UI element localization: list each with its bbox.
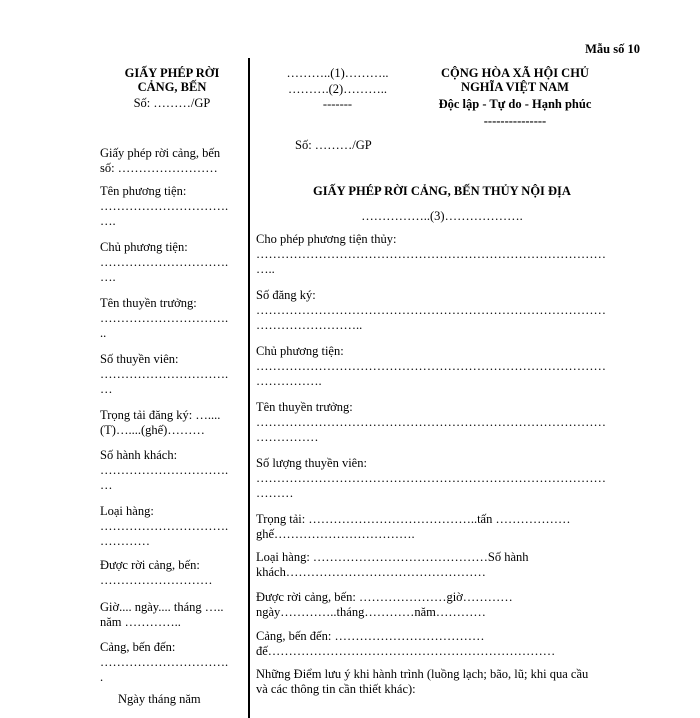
national-motto: Độc lập - Tự do - Hạnh phúc — [438, 97, 592, 111]
left-field: Giấy phép rời cảng, bến số: …………………… — [100, 146, 221, 175]
right-field: Loại hàng: ……………………………………Số hành khách………………………………………… — [256, 550, 529, 579]
left-field: Số thuyền viên: …………………………. … — [100, 352, 229, 396]
right-field: Số lượng thuyền viên: ………………………………………………………………………… ……… — [256, 456, 606, 500]
right-field: Tên thuyền trưởng: ………………………………………………………………………… …………… — [256, 400, 606, 444]
right-permit-number: Số: ………/GP — [295, 138, 372, 152]
left-field: Tên phương tiện: …………………………. …. — [100, 184, 229, 228]
left-field: Trọng tải đăng ký: ….... (T)…....(ghế)……… — [100, 408, 221, 437]
left-field: Số hành khách: …………………………. … — [100, 448, 229, 492]
left-field: Cảng, bến đến: …………………………. . — [100, 640, 229, 684]
main-subtitle: ……………..(3)………………. — [361, 209, 523, 223]
left-field: Loại hàng: …………………………. ………… — [100, 504, 229, 548]
left-title-line1: GIẤY PHÉP RỜI — [124, 66, 220, 80]
right-field: Trọng tải: …………………………………..tấn ……………… ghế……………………………. — [256, 512, 571, 541]
left-title-line2: CẢNG, BẾN — [137, 80, 207, 94]
left-field: Giờ.... ngày.... tháng ….. năm ………….. — [100, 600, 224, 629]
left-permit-number: Số: ………/GP — [133, 96, 211, 110]
motto-divider: --------------- — [483, 114, 547, 128]
national-title-line1: CỘNG HÒA XÃ HỘI CHỦ — [441, 66, 589, 80]
form-number: Mẫu số 10 — [585, 42, 640, 56]
left-date-line: Ngày tháng năm — [118, 692, 201, 706]
agency-divider: ------- — [322, 97, 353, 111]
agency-line1: ………..(1)……….. — [286, 66, 389, 80]
national-title-line2: NGHĨA VIỆT NAM — [461, 80, 569, 94]
column-divider — [248, 58, 250, 718]
right-field: Cảng, bến đến: ……………………………… đế…………………………………………………………… — [256, 629, 556, 658]
right-field: Số đăng ký: ………………………………………………………………………… …………………….. — [256, 288, 606, 332]
right-field: Cho phép phương tiện thủy: ………………………………………………………………………… ….. — [256, 232, 606, 276]
main-title: GIẤY PHÉP RỜI CẢNG, BẾN THỦY NỘI ĐỊA — [313, 184, 571, 198]
right-field: Chủ phương tiện: ………………………………………………………………………… ……………. — [256, 344, 606, 388]
right-notes-field: Những Điểm lưu ý khi hành trình (luồng lạch; bão, lũ; khi qua cầu và các thông tin cần thiết khác): — [256, 667, 589, 696]
left-field: Chủ phương tiện: …………………………. …. — [100, 240, 229, 284]
right-field: Được rời cảng, bến: …………………giờ………… ngày…………..tháng…………năm………… — [256, 590, 513, 619]
agency-line2: ……….(2)……….. — [288, 82, 387, 96]
left-field: Được rời cảng, bến: ……………………… — [100, 558, 213, 587]
left-field: Tên thuyền trưởng: …………………………. .. — [100, 296, 229, 340]
